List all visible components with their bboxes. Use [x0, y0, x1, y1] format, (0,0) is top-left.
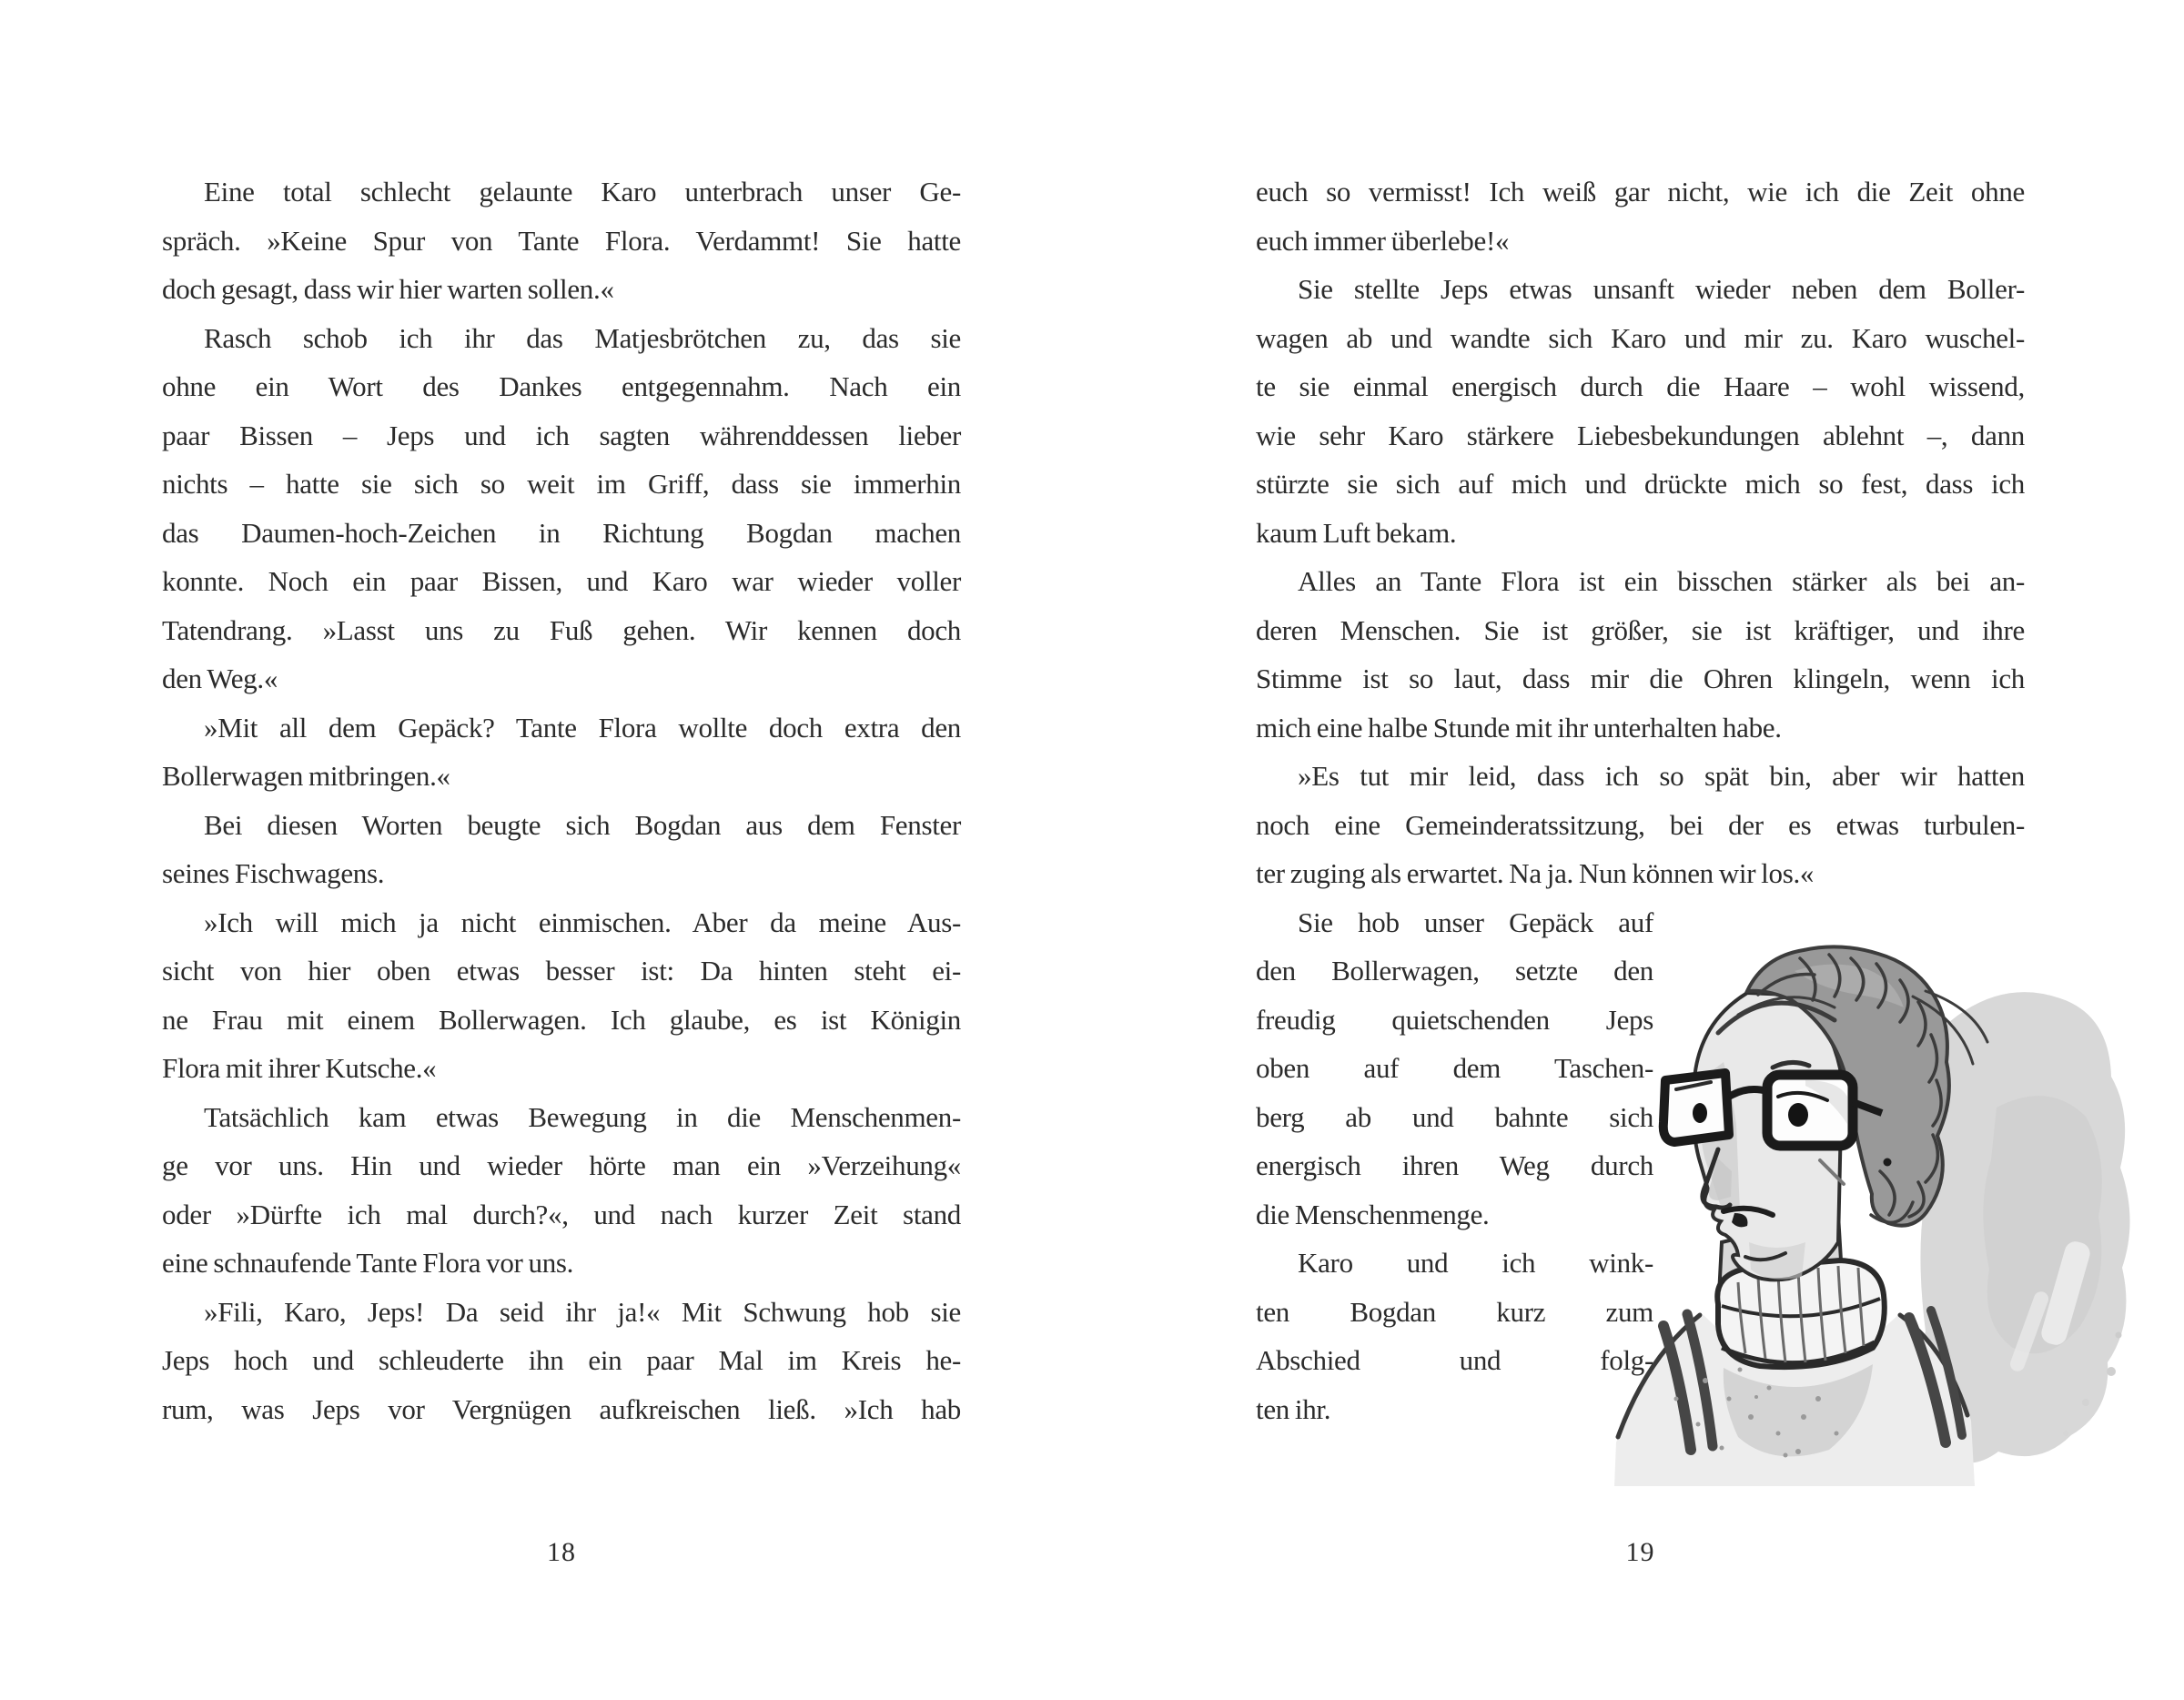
text-line: die Menschenmenge. [1256, 1198, 1490, 1230]
page-left-textblock [162, 167, 961, 1433]
text-line: Flora mit ihrer Kutsche.« [162, 1052, 437, 1084]
text-line: freudig quietschenden Jeps [1256, 1003, 1653, 1036]
text-line: ne Frau mit einem Bollerwagen. Ich glaube, es ist Königin [162, 1003, 961, 1036]
text-line: konnte. Noch ein paar Bissen, und Karo war wieder voller [162, 565, 961, 597]
text-line: Jeps hoch und schleuderte ihn ein paar Mal im Kreis he- [162, 1344, 961, 1376]
text-line: Rasch schob ich ihr das Matjesbrötchen zu, das sie [204, 321, 961, 354]
text-line: wagen ab und wandte sich Karo und mir zu. Karo wuschel- [1256, 321, 2025, 354]
text-line: »Fili, Karo, Jeps! Da seid ihr ja!« Mit Schwung hob sie [204, 1295, 961, 1328]
text-line: sicht von hier oben etwas besser ist: Da hinten steht ei- [162, 955, 961, 987]
text-line: deren Menschen. Sie ist größer, sie ist kräftiger, und ihre [1256, 613, 2025, 646]
text-line: »Es tut mir leid, dass ich so spät bin, aber wir hatten [1298, 760, 2025, 792]
text-line: doch gesagt, dass wir hier warten sollen.« [162, 273, 614, 305]
text-line: Abschied und folg- [1256, 1344, 1653, 1376]
text-line: das Daumen-hoch-Zeichen in Richtung Bogdan machen [162, 516, 961, 549]
text-line: Bollerwagen mitbringen.« [162, 760, 450, 792]
text-line: Alles an Tante Flora ist ein bisschen stärker als bei an- [1298, 565, 2025, 597]
text-line: kaum Luft bekam. [1256, 516, 1457, 549]
text-line: eine schnaufende Tante Flora vor uns. [162, 1247, 574, 1279]
text-line: den Weg.« [162, 663, 278, 694]
text-line: rum, was Jeps vor Vergnügen aufkreischen ließ. »Ich hab [162, 1392, 961, 1425]
text-line: te sie einmal energisch durch die Haare – wohl wissend, [1256, 370, 2025, 402]
text-line: Stimme ist so laut, dass mir die Ohren klingeln, wenn ich [1256, 663, 2025, 694]
text-line: »Mit all dem Gepäck? Tante Flora wollte doch extra den [204, 711, 961, 744]
text-line: Eine total schlecht gelaunte Karo unterbrach unser Ge- [204, 176, 961, 207]
page-right [1092, 0, 2184, 1700]
tante-flora-sketch [1611, 942, 2134, 1497]
text-line: paar Bissen – Jeps und ich sagten währenddessen lieber [162, 419, 961, 451]
earring-dot [1884, 1159, 1892, 1167]
text-line: ohne ein Wort des Dankes entgegennahm. Nach ein [162, 370, 961, 402]
text-line: oder »Dürfte ich mal durch?«, und nach kurzer Zeit stand [162, 1198, 961, 1230]
text-line: Bei diesen Worten beugte sich Bogdan aus dem Fenster [204, 808, 961, 841]
text-line: noch eine Gemeinderatssitzung, bei der es etwas turbulen- [1256, 808, 2025, 841]
page-number-left: 18 [547, 1537, 576, 1567]
text-line: wie sehr Karo stärkere Liebesbekundungen ablehnt –, dann [1256, 419, 2025, 451]
text-line: Sie hob unser Gepäck auf [1298, 906, 1653, 938]
text-line: Tatendrang. »Lasst uns zu Fuß gehen. Wir kennen doch [162, 613, 961, 646]
text-line: ten Bogdan kurz zum [1256, 1295, 1653, 1328]
text-line: energisch ihren Weg durch [1256, 1149, 1653, 1181]
text-line: euch immer überlebe!« [1256, 224, 1510, 257]
right-eye [1788, 1103, 1808, 1127]
left-eye [1693, 1103, 1707, 1123]
text-line: nichts – hatte sie sich so weit im Griff, dass sie immerhin [162, 468, 961, 500]
text-line: den Bollerwagen, setzte den [1256, 955, 1653, 987]
text-line: ge vor uns. Hin und wieder hörte man ein »Verzeihung« [162, 1149, 961, 1181]
glasses [1663, 1062, 1882, 1146]
text-line: berg ab und bahnte sich [1256, 1100, 1653, 1133]
text-line: oben auf dem Taschen- [1256, 1052, 1653, 1084]
text-line: Sie stellte Jeps etwas unsanft wieder neben dem Boller- [1298, 273, 2025, 305]
text-line: stürzte sie sich auf mich und drückte mich so fest, dass ich [1256, 468, 2025, 500]
text-line: spräch. »Keine Spur von Tante Flora. Verdammt! Sie hatte [162, 224, 961, 257]
text-line: »Ich will mich ja nicht einmischen. Aber da meine Aus- [204, 906, 961, 938]
text-line: ter zuging als erwartet. Na ja. Nun können wir los.« [1256, 857, 1815, 889]
text-line: Tatsächlich kam etwas Bewegung in die Menschenmen- [204, 1100, 961, 1133]
page-number-right: 19 [1625, 1537, 1655, 1567]
text-line: mich eine halbe Stunde mit ihr unterhalten habe. [1256, 711, 1782, 744]
text-line: Karo und ich wink- [1298, 1247, 1653, 1279]
tante-flora-illustration [1611, 942, 2134, 1497]
text-line: seines Fischwagens. [162, 857, 385, 889]
text-line: ten ihr. [1256, 1392, 1331, 1425]
text-line: euch so vermisst! Ich weiß gar nicht, wie ich die Zeit ohne [1256, 176, 2025, 207]
